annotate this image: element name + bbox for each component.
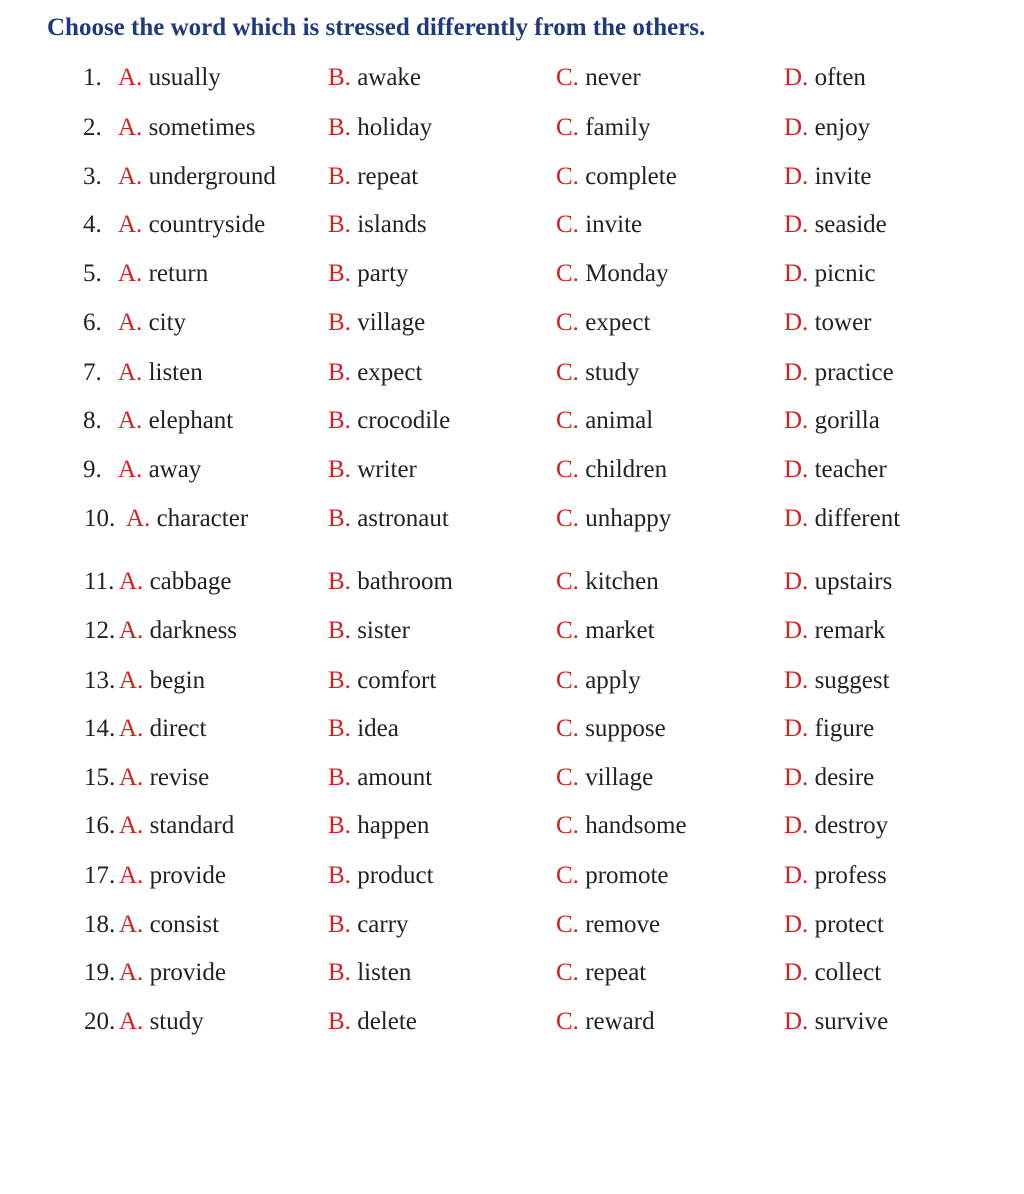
option-letter: A.: [119, 764, 144, 791]
option-word: desire: [814, 764, 875, 791]
answer-option[interactable]: [556, 456, 667, 484]
answer-option[interactable]: [556, 64, 641, 92]
answer-option[interactable]: [328, 617, 410, 645]
question-row: [0, 959, 1024, 999]
answer-option[interactable]: [118, 456, 201, 484]
option-word: teacher: [814, 456, 887, 483]
question-number: 9.: [83, 456, 102, 483]
question-number: 7.: [83, 359, 102, 386]
option-letter: C.: [556, 1008, 579, 1035]
answer-option[interactable]: [118, 163, 276, 191]
option-word: enjoy: [814, 114, 871, 141]
answer-option[interactable]: [328, 911, 409, 939]
option-word: kitchen: [585, 568, 659, 595]
question-row: [0, 568, 1024, 608]
option-word: figure: [814, 715, 875, 742]
option-letter: B.: [328, 911, 351, 938]
option-letter: A.: [119, 812, 144, 839]
page-title: Choose the word which is stressed differently from the others.: [47, 14, 706, 41]
option-word: begin: [149, 667, 206, 694]
option-word: writer: [357, 456, 417, 483]
option-word: cabbage: [149, 568, 232, 595]
option-letter: C.: [556, 667, 579, 694]
option-letter: C.: [556, 505, 579, 532]
question-row: [0, 1008, 1024, 1048]
answer-option[interactable]: [556, 812, 687, 840]
option-word: comfort: [357, 667, 437, 694]
option-letter: C.: [556, 211, 579, 238]
answer-option[interactable]: [328, 959, 411, 987]
option-letter: B.: [328, 812, 351, 839]
question-number: 15.: [84, 764, 116, 791]
option-letter: A.: [118, 114, 143, 141]
option-letter: B.: [328, 211, 351, 238]
option-letter: D.: [784, 812, 809, 839]
answer-option[interactable]: [119, 568, 231, 596]
option-letter: D.: [784, 456, 809, 483]
answer-option[interactable]: [556, 309, 650, 337]
option-letter: B.: [328, 407, 351, 434]
option-word: suppose: [585, 715, 666, 742]
option-word: complete: [585, 163, 677, 190]
option-word: repeat: [585, 959, 647, 986]
answer-option[interactable]: [784, 812, 888, 840]
option-letter: B.: [328, 309, 351, 336]
answer-option[interactable]: [784, 505, 900, 533]
question-row: [0, 862, 1024, 902]
option-word: invite: [814, 163, 872, 190]
answer-option[interactable]: [328, 568, 453, 596]
option-word: carry: [357, 911, 409, 938]
question-number: 5.: [83, 260, 102, 287]
option-letter: D.: [784, 911, 809, 938]
option-word: islands: [357, 211, 427, 238]
option-letter: A.: [119, 1008, 144, 1035]
question-number: 3.: [83, 163, 102, 190]
option-letter: A.: [118, 309, 143, 336]
option-letter: C.: [556, 812, 579, 839]
option-word: remove: [585, 911, 661, 938]
option-word: often: [814, 64, 866, 91]
option-letter: C.: [556, 862, 579, 889]
option-letter: C.: [556, 359, 579, 386]
option-word: practice: [814, 359, 894, 386]
question-number: 13.: [84, 667, 116, 694]
answer-option[interactable]: [784, 715, 874, 743]
option-letter: D.: [784, 715, 809, 742]
option-word: away: [148, 456, 202, 483]
option-word: amount: [357, 764, 433, 791]
option-letter: B.: [328, 617, 351, 644]
option-word: study: [149, 1008, 204, 1035]
answer-option[interactable]: [119, 862, 226, 890]
answer-option[interactable]: [118, 114, 256, 142]
answer-option[interactable]: [119, 764, 209, 792]
option-word: listen: [357, 959, 412, 986]
question-number: 17.: [84, 862, 116, 889]
question-number: 6.: [83, 309, 102, 336]
question-row: [0, 359, 1024, 399]
option-letter: D.: [784, 163, 809, 190]
option-word: darkness: [149, 617, 238, 644]
question-row: [0, 114, 1024, 154]
option-word: Monday: [585, 260, 669, 287]
question-row: [0, 163, 1024, 203]
answer-option[interactable]: [556, 163, 677, 191]
option-letter: B.: [328, 1008, 351, 1035]
answer-option[interactable]: [118, 64, 221, 92]
option-letter: D.: [784, 959, 809, 986]
answer-option[interactable]: [784, 862, 887, 890]
answer-option[interactable]: [119, 911, 219, 939]
option-letter: C.: [556, 715, 579, 742]
option-letter: A.: [118, 211, 143, 238]
option-word: expect: [357, 359, 423, 386]
option-word: seaside: [814, 211, 887, 238]
question-number: 4.: [83, 211, 102, 238]
option-word: suggest: [814, 667, 890, 694]
option-word: reward: [585, 1008, 655, 1035]
answer-option[interactable]: [328, 505, 449, 533]
option-letter: D.: [784, 505, 809, 532]
option-word: product: [357, 862, 434, 889]
option-letter: B.: [328, 505, 351, 532]
option-word: awake: [357, 64, 422, 91]
option-word: children: [585, 456, 668, 483]
answer-option[interactable]: [556, 568, 659, 596]
question-row: [0, 211, 1024, 251]
option-letter: B.: [328, 959, 351, 986]
option-word: never: [585, 64, 641, 91]
option-word: holiday: [357, 114, 433, 141]
answer-option[interactable]: [784, 1008, 888, 1036]
option-word: survive: [814, 1008, 889, 1035]
option-letter: B.: [328, 163, 351, 190]
answer-option[interactable]: [328, 1008, 417, 1036]
answer-option[interactable]: [784, 163, 872, 191]
option-letter: C.: [556, 260, 579, 287]
option-letter: B.: [328, 764, 351, 791]
answer-option[interactable]: [328, 359, 422, 387]
answer-option[interactable]: [556, 617, 655, 645]
option-letter: D.: [784, 667, 809, 694]
option-letter: B.: [328, 64, 351, 91]
answer-option[interactable]: [328, 260, 409, 288]
answer-option[interactable]: [556, 1008, 655, 1036]
answer-option[interactable]: [328, 812, 429, 840]
question-row: [0, 812, 1024, 852]
question-row: [0, 456, 1024, 496]
answer-option[interactable]: [784, 617, 885, 645]
option-word: elephant: [148, 407, 234, 434]
option-letter: C.: [556, 764, 579, 791]
option-word: village: [357, 309, 426, 336]
option-letter: A.: [118, 163, 143, 190]
answer-option[interactable]: [784, 764, 874, 792]
option-letter: A.: [118, 407, 143, 434]
option-word: underground: [148, 163, 276, 190]
option-word: usually: [148, 64, 221, 91]
option-word: invite: [585, 211, 643, 238]
option-word: profess: [814, 862, 887, 889]
question-number: 1.: [83, 64, 102, 91]
option-letter: A.: [126, 505, 151, 532]
option-word: promote: [585, 862, 669, 889]
option-letter: D.: [784, 862, 809, 889]
option-letter: A.: [118, 359, 143, 386]
option-letter: D.: [784, 309, 809, 336]
answer-option[interactable]: [556, 959, 646, 987]
answer-option[interactable]: [328, 715, 399, 743]
option-word: city: [148, 309, 187, 336]
answer-option[interactable]: [328, 862, 434, 890]
option-letter: C.: [556, 163, 579, 190]
question-number: 12.: [84, 617, 116, 644]
option-letter: D.: [784, 764, 809, 791]
option-word: collect: [814, 959, 882, 986]
answer-option[interactable]: [119, 715, 206, 743]
question-row: [0, 64, 1024, 104]
option-letter: D.: [784, 617, 809, 644]
option-letter: B.: [328, 260, 351, 287]
option-letter: A.: [119, 715, 144, 742]
option-word: village: [585, 764, 654, 791]
answer-option[interactable]: [119, 667, 205, 695]
answer-option[interactable]: [328, 667, 436, 695]
answer-option[interactable]: [119, 617, 237, 645]
option-letter: C.: [556, 456, 579, 483]
option-word: family: [585, 114, 651, 141]
answer-option[interactable]: [118, 359, 203, 387]
answer-option[interactable]: [556, 667, 641, 695]
option-letter: C.: [556, 309, 579, 336]
question-row: [0, 715, 1024, 755]
answer-option[interactable]: [784, 959, 881, 987]
answer-option[interactable]: [784, 568, 892, 596]
option-word: protect: [814, 911, 884, 938]
option-letter: B.: [328, 114, 351, 141]
option-letter: B.: [328, 862, 351, 889]
question-number: 11.: [84, 568, 115, 595]
answer-option[interactable]: [118, 309, 186, 337]
option-letter: A.: [119, 959, 144, 986]
answer-option[interactable]: [784, 260, 876, 288]
option-word: tower: [814, 309, 872, 336]
option-word: character: [156, 505, 249, 532]
option-word: picnic: [814, 260, 876, 287]
question-row: [0, 667, 1024, 707]
option-letter: A.: [118, 456, 143, 483]
question-row: [0, 505, 1024, 545]
option-word: return: [148, 260, 209, 287]
option-word: sometimes: [148, 114, 256, 141]
option-letter: B.: [328, 359, 351, 386]
answer-option[interactable]: [784, 211, 887, 239]
option-letter: A.: [118, 64, 143, 91]
answer-option[interactable]: [556, 211, 642, 239]
option-letter: D.: [784, 1008, 809, 1035]
question-row: [0, 407, 1024, 447]
option-word: gorilla: [814, 407, 880, 434]
option-word: remark: [814, 617, 886, 644]
question-number: 14.: [84, 715, 116, 742]
answer-option[interactable]: [328, 764, 432, 792]
answer-option[interactable]: [784, 456, 887, 484]
answer-option[interactable]: [784, 309, 871, 337]
answer-option[interactable]: [784, 359, 894, 387]
question-number: 18.: [84, 911, 116, 938]
question-number: 19.: [84, 959, 116, 986]
answer-option[interactable]: [556, 764, 653, 792]
option-letter: B.: [328, 568, 351, 595]
question-number: 8.: [83, 407, 102, 434]
answer-option[interactable]: [119, 1008, 204, 1036]
option-word: revise: [149, 764, 210, 791]
option-letter: B.: [328, 667, 351, 694]
option-letter: A.: [119, 862, 144, 889]
answer-option[interactable]: [784, 667, 890, 695]
answer-option[interactable]: [328, 114, 432, 142]
option-word: astronaut: [357, 505, 449, 532]
option-word: destroy: [814, 812, 889, 839]
option-letter: A.: [119, 667, 144, 694]
option-word: countryside: [148, 211, 266, 238]
question-number: 2.: [83, 114, 102, 141]
answer-option[interactable]: [328, 407, 450, 435]
answer-option[interactable]: [556, 911, 660, 939]
option-word: standard: [149, 812, 235, 839]
option-letter: A.: [119, 617, 144, 644]
answer-option[interactable]: [556, 114, 650, 142]
option-letter: B.: [328, 715, 351, 742]
question-number: 16.: [84, 812, 116, 839]
option-word: consist: [149, 911, 220, 938]
option-word: market: [585, 617, 655, 644]
option-letter: D.: [784, 359, 809, 386]
option-letter: C.: [556, 114, 579, 141]
option-word: party: [357, 260, 409, 287]
answer-option[interactable]: [556, 505, 671, 533]
answer-option[interactable]: [784, 911, 884, 939]
answer-option[interactable]: [119, 959, 226, 987]
option-letter: C.: [556, 911, 579, 938]
answer-option[interactable]: [328, 211, 427, 239]
option-word: sister: [357, 617, 410, 644]
answer-option[interactable]: [328, 456, 417, 484]
option-letter: D.: [784, 407, 809, 434]
answer-option[interactable]: [784, 64, 866, 92]
answer-option[interactable]: [328, 64, 421, 92]
option-word: bathroom: [357, 568, 454, 595]
option-word: provide: [149, 862, 226, 889]
answer-option[interactable]: [784, 407, 880, 435]
question-row: [0, 617, 1024, 657]
option-word: crocodile: [357, 407, 451, 434]
option-word: handsome: [585, 812, 687, 839]
option-word: unhappy: [585, 505, 672, 532]
option-letter: D.: [784, 211, 809, 238]
answer-option[interactable]: [556, 359, 639, 387]
answer-option[interactable]: [556, 862, 669, 890]
option-word: happen: [357, 812, 430, 839]
answer-option[interactable]: [556, 715, 666, 743]
option-word: apply: [585, 667, 641, 694]
answer-option[interactable]: [784, 114, 870, 142]
option-letter: C.: [556, 617, 579, 644]
answer-option[interactable]: [118, 407, 233, 435]
question-row: [0, 309, 1024, 349]
question-row: [0, 764, 1024, 804]
option-word: upstairs: [814, 568, 893, 595]
answer-option[interactable]: [328, 163, 418, 191]
option-letter: D.: [784, 260, 809, 287]
option-word: expect: [585, 309, 651, 336]
answer-option[interactable]: [118, 260, 208, 288]
option-letter: A.: [119, 911, 144, 938]
answer-option[interactable]: [119, 812, 234, 840]
answer-option[interactable]: [556, 260, 669, 288]
answer-option[interactable]: [126, 505, 248, 533]
option-letter: C.: [556, 64, 579, 91]
option-word: repeat: [357, 163, 419, 190]
option-word: different: [814, 505, 901, 532]
option-word: idea: [357, 715, 399, 742]
option-word: direct: [149, 715, 207, 742]
option-word: delete: [357, 1008, 417, 1035]
question-number: 10.: [84, 505, 116, 532]
option-letter: C.: [556, 407, 579, 434]
answer-option[interactable]: [118, 211, 265, 239]
option-letter: D.: [784, 64, 809, 91]
option-letter: D.: [784, 114, 809, 141]
option-word: listen: [148, 359, 203, 386]
option-letter: A.: [119, 568, 144, 595]
option-letter: A.: [118, 260, 143, 287]
option-letter: C.: [556, 959, 579, 986]
option-letter: D.: [784, 568, 809, 595]
option-word: provide: [149, 959, 226, 986]
option-word: study: [585, 359, 640, 386]
question-number: 20.: [84, 1008, 116, 1035]
question-row: [0, 260, 1024, 300]
answer-option[interactable]: [556, 407, 653, 435]
option-letter: B.: [328, 456, 351, 483]
option-letter: C.: [556, 568, 579, 595]
question-row: [0, 911, 1024, 951]
answer-option[interactable]: [328, 309, 425, 337]
option-word: animal: [585, 407, 654, 434]
